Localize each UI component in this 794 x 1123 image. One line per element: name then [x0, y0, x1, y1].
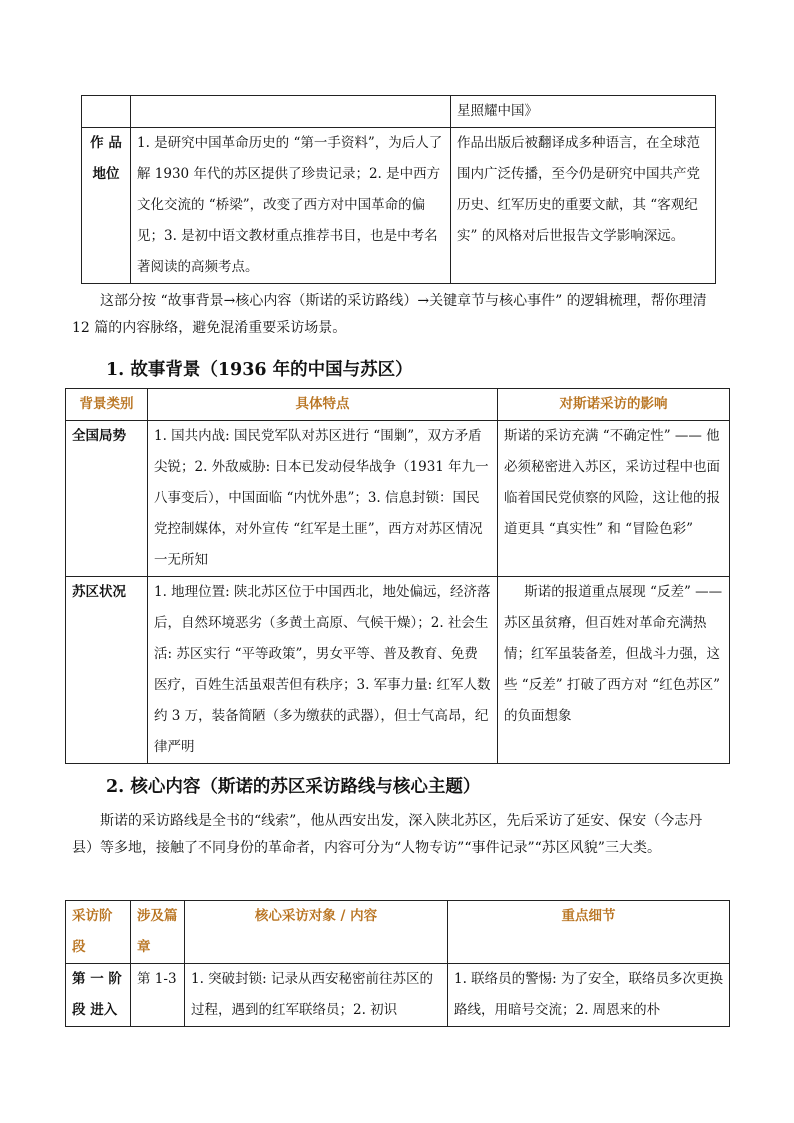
table-row: [66, 964, 730, 1027]
column-header: 采访阶段: [66, 901, 131, 964]
background-table: [65, 388, 730, 764]
features-cell: 1. 地理位置: 陕北苏区位于中国西北，地处偏远，经济落后，自然环境恶劣（多黄土高原、气候干燥）；2. 社会生活: 苏区实行 “平等政策”，男女平等、普及教育、免费医疗，百姓生活虽艰苦但有秩序；3. 军事力量: 红军人数约 3 万，装备简陋（多为缴获的武器），但士气高昂，纪律严明: [148, 577, 498, 764]
table-header-row: [66, 389, 730, 421]
table-cell-empty: [131, 96, 451, 128]
impact-cell: 斯诺的报道重点展现 “反差” —— 苏区虽贫瘠，但百姓对革命充满热情；红军虽装备差，但战斗力强，这些 “反差” 打破了西方对 “红色苏区” 的负面想象: [498, 577, 730, 764]
chapters-cell: 第 1-3: [131, 964, 185, 1027]
table-cell-empty: [82, 96, 131, 128]
table-row: [82, 128, 716, 284]
work-status-significance-cell: 1. 是研究中国革命历史的 “第一手资料”，为后人了解 1930 年代的苏区提供了珍贵记录；2. 是中西方文化交流的 “桥梁”，改变了西方对中国革命的偏见；3. 是初中语文教材重点推荐书目，也是中考名著阅读的高频考点。: [131, 128, 451, 284]
table-header-row: [66, 901, 730, 964]
section2-paragraph: 斯诺的采访路线是全书的“线索”，他从西安出发，深入陕北苏区，先后采访了延安、保安（今志丹县）等多地，接触了不同身份的革命者，内容可分为“人物专访”“事件记录”“苏区风貌”三大类。: [72, 813, 703, 856]
section-heading-core-content: 2. 核心内容（斯诺的苏区采访路线与核心主题）: [106, 777, 481, 797]
column-header: 核心采访对象 / 内容: [185, 901, 448, 964]
table-row: [66, 421, 730, 577]
table-cell-title-fragment: 星照耀中国》: [451, 96, 716, 128]
stage-cell: 第 一 阶段 进入: [66, 964, 131, 1027]
details-cell: 1. 联络员的警惕: 为了安全，联络员多次更换路线，用暗号交流；2. 周恩来的朴: [448, 964, 730, 1027]
column-header: 具体特点: [148, 389, 498, 421]
intro-paragraph: 这部分按 “故事背景→核心内容（斯诺的采访路线）→关键章节与核心事件” 的逻辑梳理，帮你理清 12 篇的内容脉络，避免混淆重要采访场景。: [72, 293, 707, 336]
column-header: 对斯诺采访的影响: [498, 389, 730, 421]
table-row: [66, 577, 730, 764]
row-label-work-status: [82, 128, 131, 284]
row-label: 苏区状况: [66, 577, 148, 764]
column-header: 重点细节: [448, 901, 730, 964]
section-heading-background: 1. 故事背景（1936 年的中国与苏区）: [106, 360, 413, 380]
column-header: 涉及篇章: [131, 901, 185, 964]
impact-cell: 斯诺的采访充满 “不确定性” —— 他必须秘密进入苏区，采访过程中也面临着国民党侦察的风险，这让他的报道更具 “真实性” 和 “冒险色彩”: [498, 421, 730, 577]
interview-route-table: [65, 900, 730, 1027]
features-cell: 1. 国共内战: 国民党军队对苏区进行 “围剿”，双方矛盾尖锐；2. 外敌威胁: 日本已发动侵华战争（1931 年九一八事变后），中国面临 “内忧外患”；3. 信息封锁：国民党控制媒体，对外宣传 “红军是土匪”，西方对苏区情况一无所知: [148, 421, 498, 577]
work-status-influence-cell: 作品出版后被翻译成多种语言，在全球范围内广泛传播，至今仍是研究中国共产党历史、红军历史的重要文献，其 “客观纪实” 的风格对后世报告文学影响深远。: [451, 128, 716, 284]
column-header: 背景类别: [66, 389, 148, 421]
work-status-table: [81, 95, 716, 284]
row-label-line: 作 品: [90, 135, 122, 151]
table-row: [82, 96, 716, 128]
content-cell: 1. 突破封锁: 记录从西安秘密前往苏区的过程，遇到的红军联络员；2. 初识: [185, 964, 448, 1027]
row-label: 全国局势: [66, 421, 148, 577]
row-label-line: 地位: [92, 166, 120, 182]
